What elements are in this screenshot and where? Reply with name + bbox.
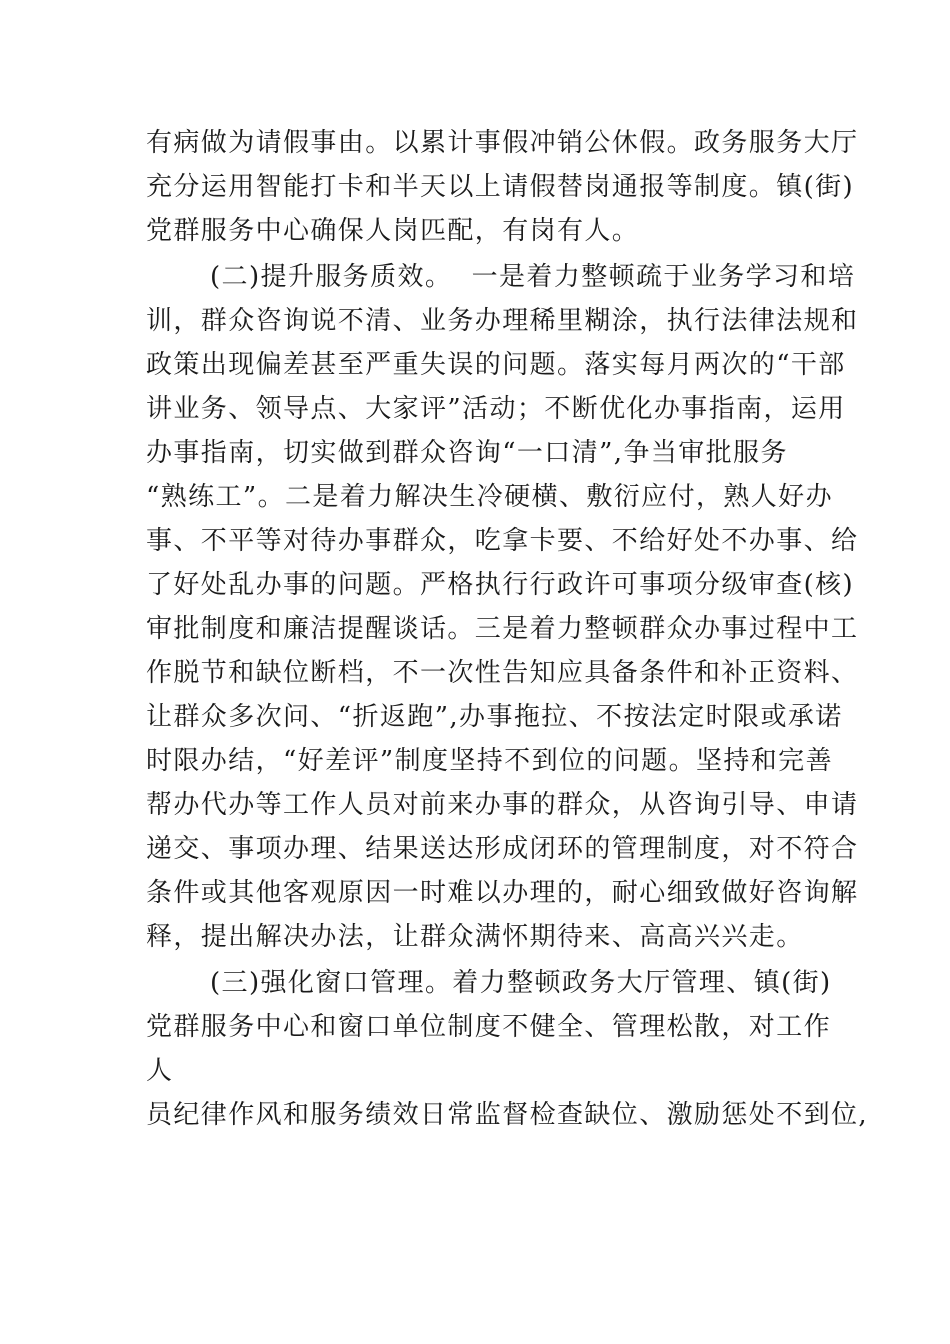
text-line-19: 释，提出解决办法，让群众满怀期待来、高高兴兴走。 xyxy=(146,922,804,952)
text-line-17: 递交、事项办理、结果送达形成闭环的管理制度，对不符合 xyxy=(146,834,859,864)
section-3-heading-line: (三)强化窗口管理。着力整顿政务大厅管理、镇(街) xyxy=(210,968,832,998)
text-line-22: 人 xyxy=(146,1056,174,1086)
section-2-heading-line: (二)提升服务质效。 一是着力整顿疏于业务学习和培 xyxy=(210,262,856,292)
text-line-21: 党群服务中心和窗口单位制度不健全、管理松散，对工作 xyxy=(146,1012,832,1042)
text-line-9: “熟练工”。二是着力解决生冷硬横、敷衍应付，熟人好办 xyxy=(146,482,833,512)
text-line-23: 员纪律作风和服务绩效日常监督检查缺位、激励惩处不到位, xyxy=(146,1100,869,1130)
text-line-5: 训，群众咨询说不清、业务办理稀里糊涂，执行法律法规和 xyxy=(146,306,859,336)
text-line-1: 有病做为请假事由。以累计事假冲销公休假。政务服务大厅 xyxy=(146,128,859,158)
text-line-3: 党群服务中心确保人岗匹配，有岗有人。 xyxy=(146,216,640,246)
text-line-15: 时限办结，“好差评”制度坚持不到位的问题。坚持和完善 xyxy=(146,746,833,776)
text-line-10: 事、不平等对待办事群众，吃拿卡要、不给好处不办事、给 xyxy=(146,526,859,556)
text-line-12: 审批制度和廉洁提醒谈话。三是着力整顿群众办事过程中工 xyxy=(146,614,859,644)
text-line-18: 条件或其他客观原因一时难以办理的，耐心细致做好咨询解 xyxy=(146,878,859,908)
text-line-11: 了好处乱办事的问题。严格执行行政许可事项分级审查(核) xyxy=(146,570,855,600)
text-line-6: 政策出现偏差甚至严重失误的问题。落实每月两次的“干部 xyxy=(146,350,846,380)
text-line-7: 讲业务、领导点、大家评”活动；不断优化办事指南，运用 xyxy=(146,394,846,424)
text-line-8: 办事指南，切实做到群众咨询“一口清”,争当审批服务 xyxy=(146,438,788,468)
text-line-2: 充分运用智能打卡和半天以上请假替岗通报等制度。镇(街) xyxy=(146,172,855,202)
text-line-16: 帮办代办等工作人员对前来办事的群众，从咨询引导、申请 xyxy=(146,790,859,820)
text-line-14: 让群众多次问、“折返跑”,办事拖拉、不按法定时限或承诺 xyxy=(146,702,843,732)
text-line-13: 作脱节和缺位断档，不一次性告知应具备条件和补正资料、 xyxy=(146,658,859,688)
